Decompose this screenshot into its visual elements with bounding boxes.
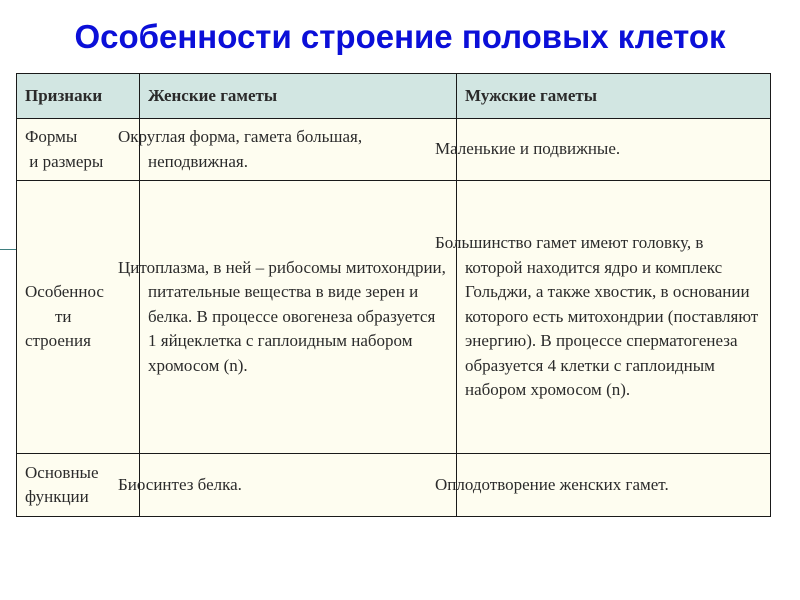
female-cell: Биосинтез белка. (140, 454, 457, 517)
feature-line: строения (25, 331, 91, 351)
male-cell: Маленькие и подвижные. (457, 119, 771, 181)
row-feature-cell (17, 181, 140, 454)
header-feature: Признаки (17, 74, 140, 119)
feature-line: функции (25, 487, 89, 506)
feature-line: Особеннос (25, 282, 104, 302)
header-female: Женские гаметы (140, 74, 457, 119)
header-male: Мужские гаметы (457, 74, 771, 119)
feature-line: Основные (25, 462, 99, 482)
table-header-row (17, 74, 771, 119)
female-cell: Округлая форма, гамета большая, неподвижная. (140, 119, 457, 181)
female-cell: Цитоплазма, в ней – рибосомы митохондрии, питательные вещества в виде зерен и белка. В процессе овогенеза образуется 1 яйцеклетка с гаплоидным набором хромосом (n). (140, 181, 457, 454)
table-row (17, 119, 771, 181)
feature-line: ти (55, 306, 72, 326)
slide-title: Особенности строение половых клеток (74, 18, 726, 55)
gamete-comparison-table (16, 73, 771, 517)
decorative-line (0, 249, 16, 250)
feature-line: Формы (25, 127, 78, 146)
male-cell: Большинство гамет имеют головку, в которой находится ядро и комплекс Гольджи, а также хвостик, в основании которого есть митохондрии (поставляют энергию). В процессе сперматогенеза образуется 4 клетки с гаплоидным набором хромосом (n). (457, 181, 771, 454)
feature-line: и размеры (25, 151, 104, 171)
table-row (17, 181, 771, 454)
table-row (17, 454, 771, 517)
male-cell: Оплодотворение женских гамет. (457, 454, 771, 517)
